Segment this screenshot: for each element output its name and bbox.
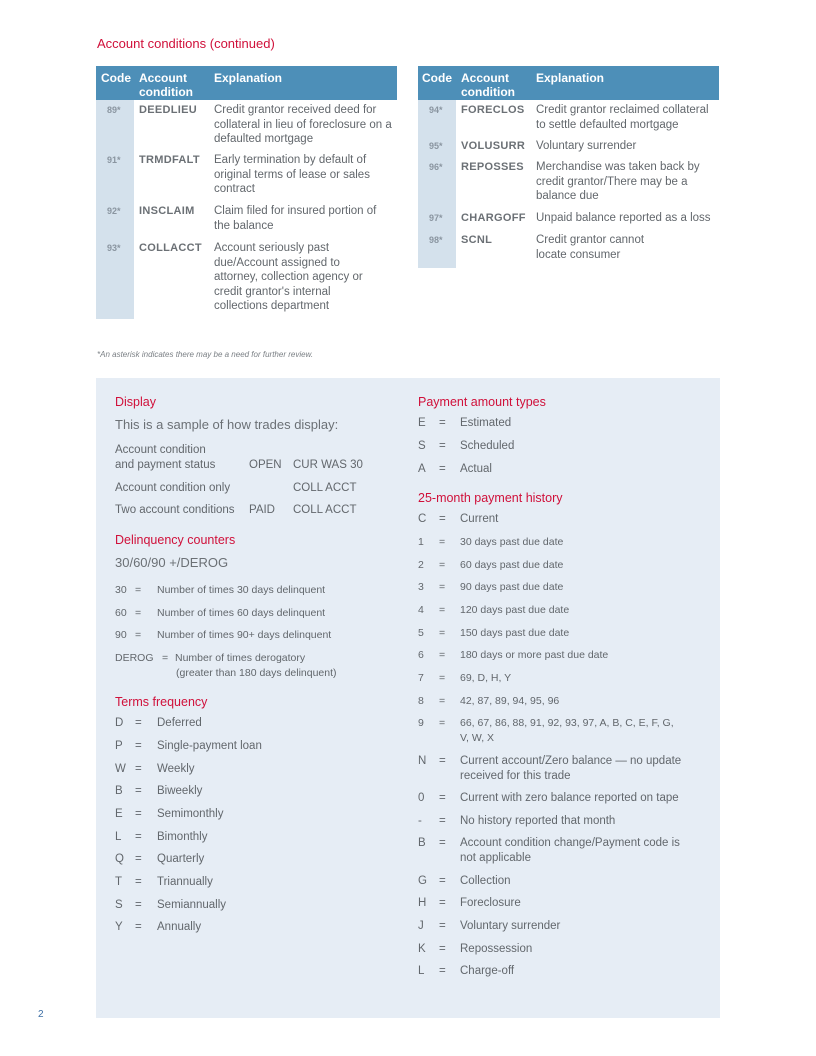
display-row-label: Account condition only [115,482,231,494]
display-value: CUR WAS 30 [293,459,363,471]
equals-sign: = [135,629,142,641]
item-text: Current account/Zero balance — no update [460,755,682,767]
item-text: Actual [460,463,492,475]
equals-sign: = [439,695,446,707]
item-text: Voluntary surrender [460,920,561,932]
item-text: Number of times 30 days delinquent [157,584,326,596]
table-header [96,66,397,100]
row-explanation: Credit grantor cannot locate consumer [536,234,645,261]
delinquency-format: 30/60/90 +/DEROG [115,555,229,570]
equals-sign: = [439,417,446,429]
equals-sign: = [439,815,446,827]
row-condition: CHARGOFF [461,212,526,224]
row-condition: VOLUSURR [461,140,526,152]
row-condition: INSCLAIM [139,205,195,217]
equals-sign: = [439,513,446,525]
row-code: 91* [107,155,121,165]
item-key: T [115,876,123,888]
item-text: Quarterly [157,853,205,865]
item-text-cont: (greater than 180 days delinquent) [176,667,337,679]
item-key: 3 [418,581,424,593]
item-key: 5 [418,627,424,639]
item-text: Number of times derogatory [175,652,306,664]
item-text: 30 days past due date [460,536,564,548]
row-code: 95* [429,141,443,151]
item-key: 1 [418,536,424,548]
equals-sign: = [439,559,446,571]
equals-sign: = [439,875,446,887]
table-body [418,100,719,268]
equals-sign: = [439,672,446,684]
equals-sign: = [135,584,142,596]
equals-sign: = [135,876,142,888]
item-key: K [418,943,426,955]
equals-sign: = [162,652,169,664]
item-text-cont: received for this trade [460,770,571,782]
header-explanation: Explanation [536,71,605,85]
item-text: Repossession [460,943,533,955]
item-key: 9 [418,717,424,729]
equals-sign: = [135,763,142,775]
row-code: 97* [429,213,443,223]
display-title: Display [115,395,156,409]
equals-sign: = [135,785,142,797]
item-key: B [418,837,426,849]
display-label-line: Account condition [115,444,206,456]
item-text: Collection [460,875,511,887]
item-text: Charge-off [460,965,515,977]
row-code: 96* [429,162,443,172]
display-value: COLL ACCT [293,482,357,494]
header-explanation: Explanation [214,71,283,85]
item-text: 120 days past due date [460,604,570,616]
item-key: B [115,785,123,797]
equals-sign: = [135,808,142,820]
row-explanation: Claim filed for insured portion of the balance [214,205,377,232]
display-row-label [115,443,215,473]
history-title: 25-month payment history [418,491,563,505]
item-key: S [418,440,426,452]
item-text: Annually [157,921,202,933]
equals-sign: = [135,831,142,843]
equals-sign: = [135,899,142,911]
item-text: Number of times 60 days delinquent [157,607,326,619]
equals-sign: = [439,649,446,661]
display-status: OPEN [249,459,282,471]
table-body [96,100,397,319]
item-key: A [418,463,426,475]
row-code: 94* [429,105,443,115]
section-title: Account conditions (continued) [97,36,275,51]
item-key: Y [115,921,123,933]
item-key: Q [115,853,124,865]
item-key: 90 [115,629,127,641]
item-key: 2 [418,559,424,571]
display-value: COLL ACCT [293,504,357,516]
item-text: Foreclosure [460,897,521,909]
item-text: Number of times 90+ days delinquent [157,629,332,641]
item-text: Semiannually [157,899,227,911]
item-key: C [418,513,427,525]
row-explanation: Credit grantor reclaimed collateral to settle defaulted mortgage [536,104,709,131]
page-number: 2 [38,1009,44,1020]
item-text: Single-payment loan [157,740,262,752]
equals-sign: = [135,740,142,752]
equals-sign: = [439,755,446,767]
item-text: Semimonthly [157,808,224,820]
row-explanation: Account seriously past due/Account assigned to attorney, collection agency or credit grantor's internal collections department [214,242,363,313]
item-text: 180 days or more past due date [460,649,609,661]
delinquency-title: Delinquency counters [115,533,236,547]
item-key: E [418,417,426,429]
row-explanation: Credit grantor received deed for collateral in lieu of foreclosure on a defaulted mortgage [214,104,392,146]
row-condition: FORECLOS [461,104,525,116]
right-conditions-table [418,66,719,268]
row-condition: SCNL [461,234,493,246]
item-text: Deferred [157,717,202,729]
item-key: J [418,920,424,932]
header-code: Code [422,71,452,85]
table-header [418,66,719,100]
item-key: W [115,763,126,775]
item-text: Weekly [157,763,195,775]
item-key: G [418,875,427,887]
legend-panel [96,378,720,1018]
item-key: S [115,899,123,911]
item-key: 6 [418,649,424,661]
display-row-label: Two account conditions [115,504,235,516]
item-key: D [115,717,124,729]
equals-sign: = [439,837,446,849]
equals-sign: = [439,897,446,909]
item-key: L [115,831,122,843]
item-key: H [418,897,427,909]
item-text-cont: not applicable [460,852,531,864]
equals-sign: = [439,920,446,932]
equals-sign: = [135,717,142,729]
item-text: 90 days past due date [460,581,564,593]
item-key: 0 [418,792,425,804]
left-conditions-table [96,66,397,319]
equals-sign: = [135,853,142,865]
equals-sign: = [135,921,142,933]
item-text: Current [460,513,499,525]
item-text-cont: V, W, X [460,732,495,744]
display-label-line: and payment status [115,459,216,471]
equals-sign: = [439,581,446,593]
row-explanation: Voluntary surrender [536,140,637,152]
item-text: Account condition change/Payment code is [460,837,680,849]
item-key: L [418,965,425,977]
item-text: 66, 67, 86, 88, 91, 92, 93, 97, A, B, C, E, F, G, [460,717,674,729]
row-code: 93* [107,243,121,253]
row-condition: COLLACCT [139,242,202,254]
item-text: Current with zero balance reported on tape [460,792,679,804]
item-key: 60 [115,607,127,619]
row-code: 92* [107,206,121,216]
display-status: PAID [249,504,275,516]
equals-sign: = [439,792,446,804]
row-code: 89* [107,105,121,115]
payment-types-title: Payment amount types [418,395,546,409]
row-code: 98* [429,235,443,245]
item-text: Estimated [460,417,512,429]
row-condition: REPOSSES [461,161,524,173]
item-key: 4 [418,604,424,616]
item-text: Bimonthly [157,831,208,843]
equals-sign: = [439,965,446,977]
display-intro: This is a sample of how trades display: [115,417,339,432]
item-key: E [115,808,123,820]
row-explanation: Unpaid balance reported as a loss [536,212,711,224]
item-text: Triannually [157,876,213,888]
equals-sign: = [439,604,446,616]
row-explanation: Merchandise was taken back by credit grantor/There may be a balance due [536,161,700,203]
item-text: 150 days past due date [460,627,570,639]
header-code: Code [101,71,131,85]
item-key: DEROG [115,652,154,664]
row-condition: TRMDFALT [139,154,200,166]
footnote: *An asterisk indicates there may be a need for further review. [97,350,314,359]
terms-title: Terms frequency [115,695,208,709]
item-key: P [115,740,123,752]
equals-sign: = [439,536,446,548]
item-key: 8 [418,695,424,707]
header-condition: Account condition [139,71,193,99]
row-explanation: Early termination by default of original terms of lease or sales contract [214,154,370,196]
row-condition: DEEDLIEU [139,104,198,116]
item-key: - [418,815,422,827]
item-text: 60 days past due date [460,559,564,571]
equals-sign: = [439,440,446,452]
header-condition: Account condition [461,71,515,99]
item-text: 69, D, H, Y [460,672,512,684]
item-key: 7 [418,672,424,684]
equals-sign: = [439,717,446,729]
item-key: 30 [115,584,127,596]
item-text: Scheduled [460,440,515,452]
item-key: N [418,755,427,767]
equals-sign: = [135,607,142,619]
equals-sign: = [439,627,446,639]
item-text: No history reported that month [460,815,616,827]
equals-sign: = [439,943,446,955]
item-text: 42, 87, 89, 94, 95, 96 [460,695,560,707]
item-text: Biweekly [157,785,203,797]
equals-sign: = [439,463,446,475]
